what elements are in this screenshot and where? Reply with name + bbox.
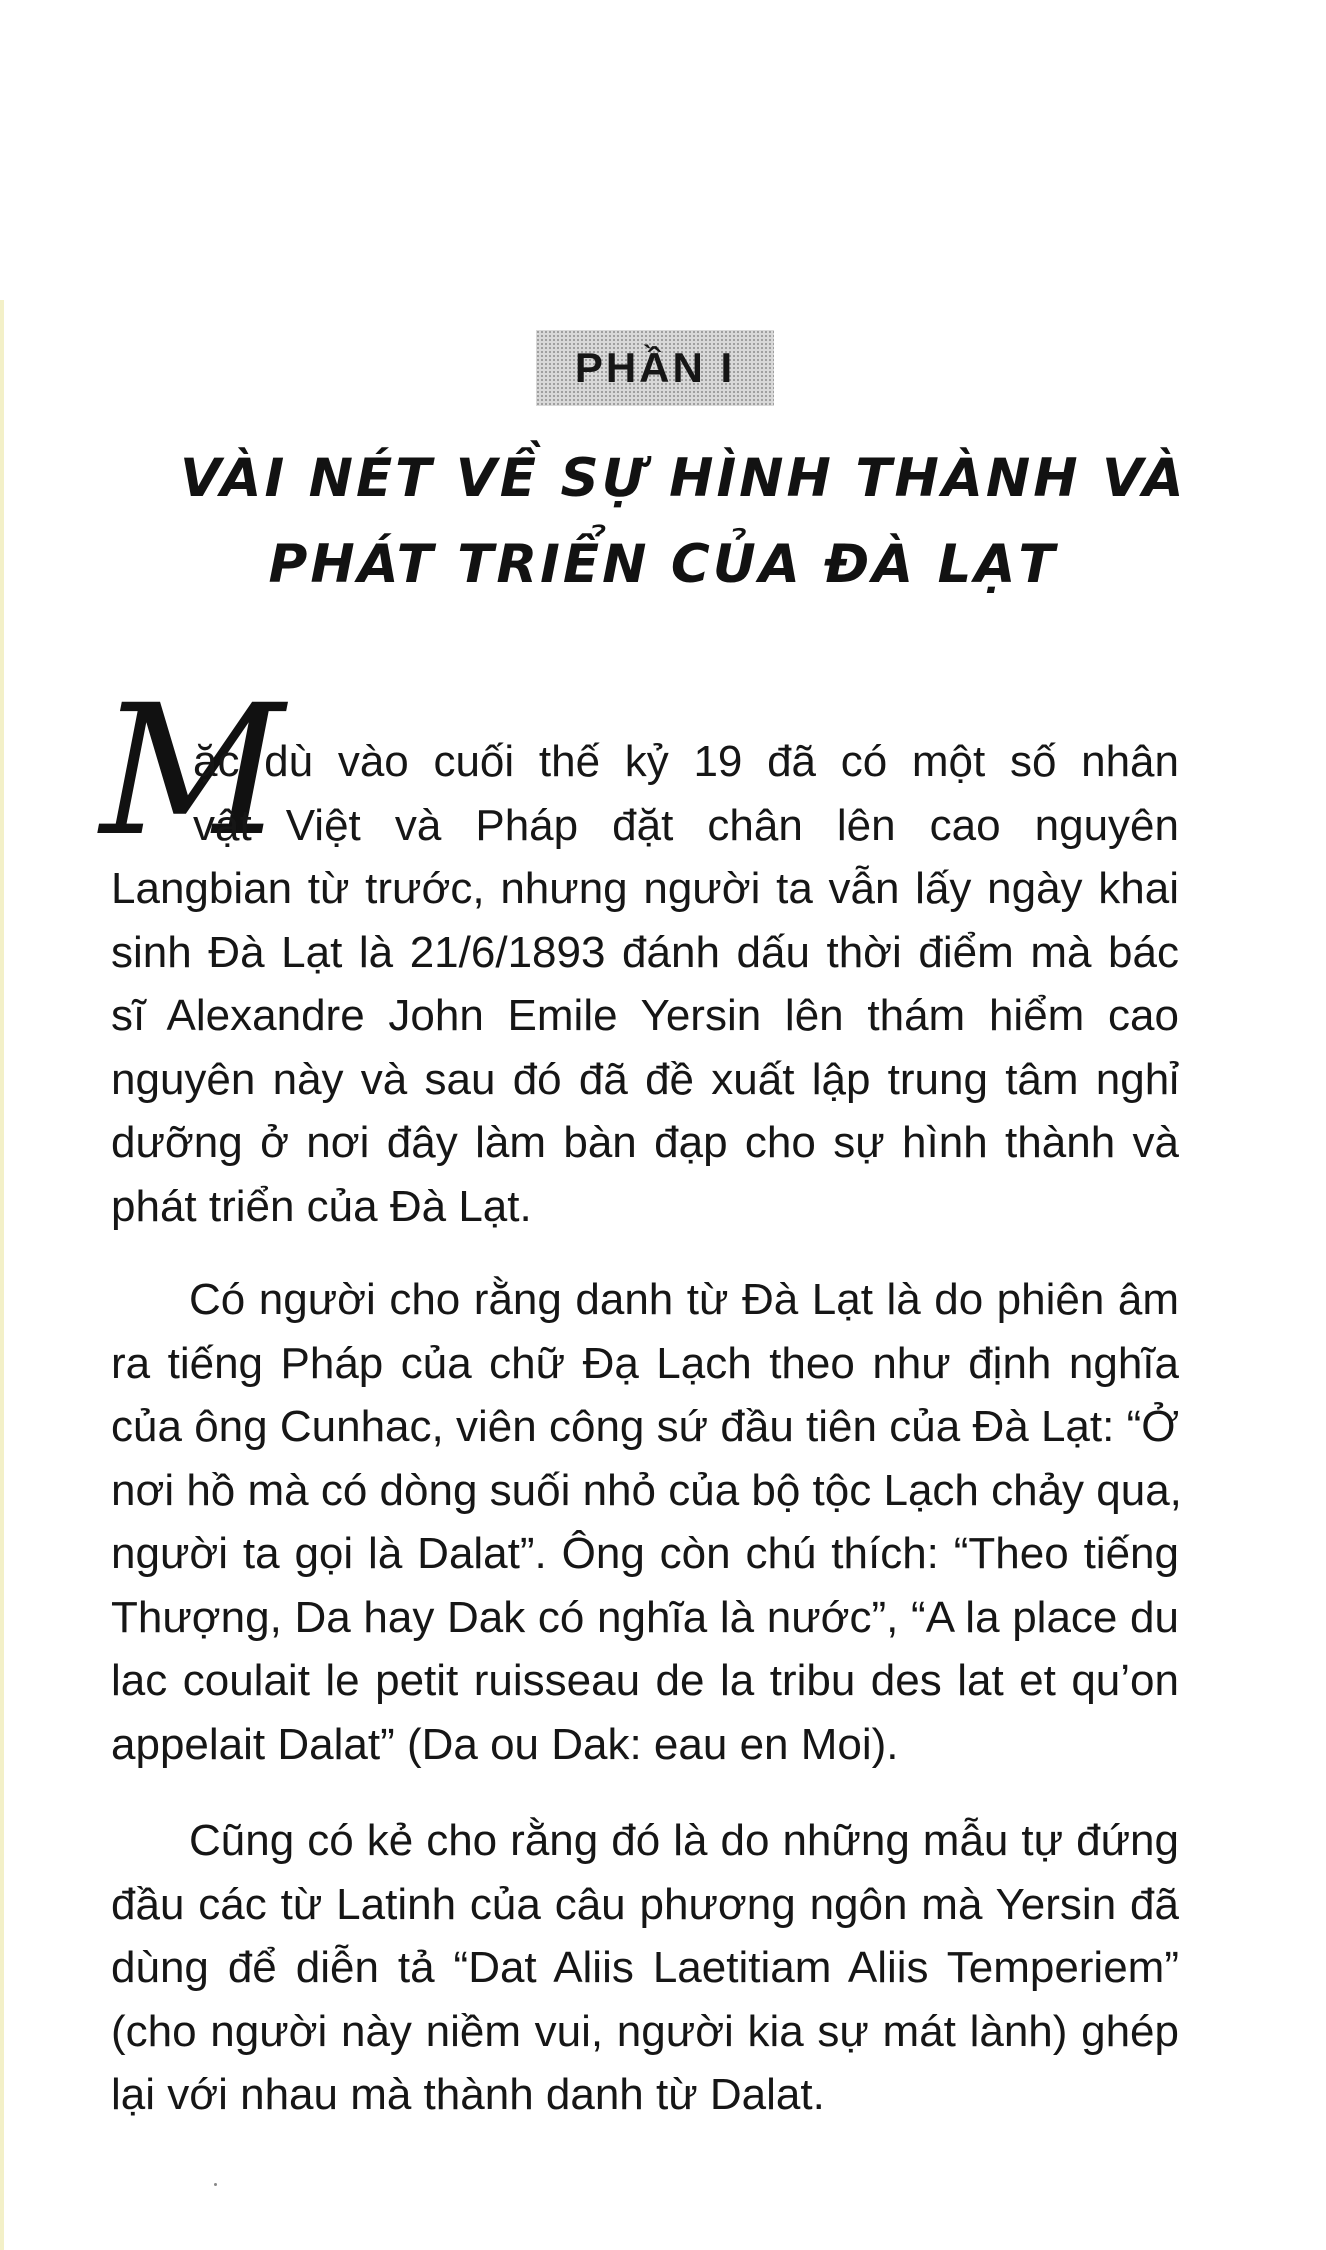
paragraph-line: (cho người này niềm vui, người kia sự mát lành) ghép [111,2006,1179,2056]
paragraph-line: lại với nhau mà thành danh từ Dalat. [111,2070,825,2119]
paragraph-line: phát triển của Đà Lạt. [111,1181,532,1231]
part-label-box [536,330,774,406]
paragraph-line: appelait Dalat” (Da ou Dak: eau en Moi). [111,1719,899,1769]
paragraph-line: Có người cho rằng danh từ Đà Lạt là do phiên âm [189,1275,1179,1324]
part-label: PHẦN I [574,344,736,391]
paragraph-line: ra tiếng Pháp của chữ Đạ Lạch theo như định nghĩa [111,1338,1179,1388]
page-edge-shadow [0,300,4,2250]
paragraph-3 [111,1809,1179,2127]
paragraph-line: người ta gọi là Dalat”. Ông còn chú thích: “Theo tiếng [111,1529,1179,1578]
paragraph-line: của ông Cunhac, viên công sứ đầu tiên của Đà Lạt: “Ở [111,1402,1179,1451]
paragraph-line: Cũng có kẻ cho rằng đó là do những mẫu tự đứng [189,1816,1179,1865]
paragraph-line: ặc dù vào cuối thế kỷ 19 đã có một số nhân [193,737,1179,786]
paragraph-line: sĩ Alexandre John Emile Yersin lên thám hiểm cao [111,991,1179,1040]
paragraph-line: nguyên này và sau đó đã đề xuất lập trung tâm nghỉ [111,1054,1179,1104]
chapter-heading-line-2: PHÁT TRIỂN CỦA ĐÀ LẠT [268,534,1058,595]
drop-cap: M [100,667,285,876]
paragraph-line: Thượng, Da hay Dak có nghĩa là nước”, “A la place du [111,1592,1179,1642]
chapter-heading-line-1: VÀI NÉT VỀ SỰ HÌNH THÀNH VÀ [180,448,1187,509]
paragraph-line: đầu các từ Latinh của câu phương ngôn mà Yersin đã [111,1879,1179,1929]
paragraph-line: sinh Đà Lạt là 21/6/1893 đánh dấu thời điểm mà bác [111,927,1179,977]
paragraph-line: nơi hồ mà có dòng suối nhỏ của bộ tộc Lạch chảy qua, [111,1465,1182,1515]
paragraph-line: vật Việt và Pháp đặt chân lên cao nguyên [193,800,1179,850]
scan-speck [214,2183,217,2186]
paragraph-line: dùng để diễn tả “Dat Aliis Laetitiam Aliis Temperiem” [111,1943,1179,1992]
paragraph-line: Langbian từ trước, nhưng người ta vẫn lấy ngày khai [111,864,1179,913]
paragraph-line: lac coulait le petit ruisseau de la tribu des lat et qu’on [111,1656,1179,1705]
paragraph-2 [111,1268,1182,1776]
paragraph-line: dưỡng ở nơi đây làm bàn đạp cho sự hình thành và [111,1118,1179,1167]
paragraph-1 [111,730,1179,1238]
